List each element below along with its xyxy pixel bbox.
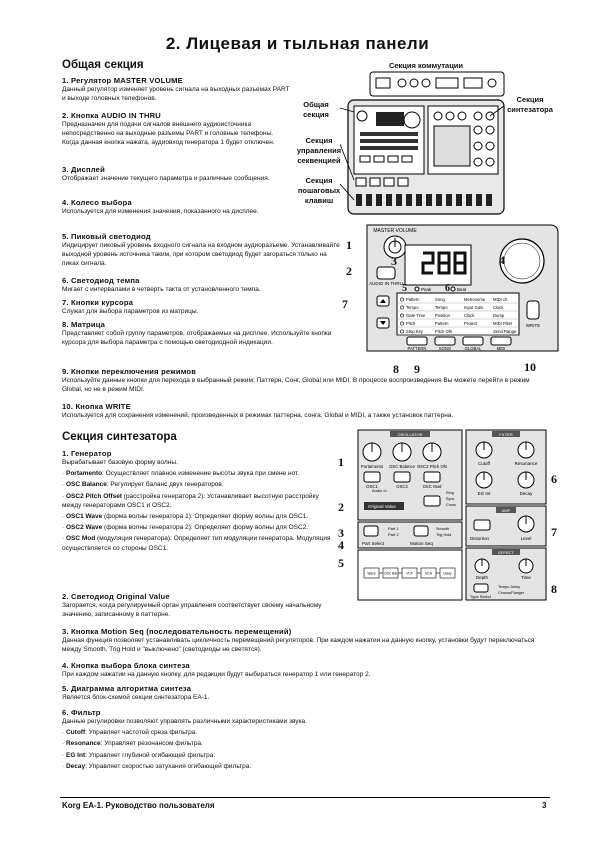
item-title: 6. Светодиод темпа — [62, 276, 140, 285]
trig-hold-label: Trig Hold — [436, 533, 452, 537]
osc-knob-label: OSC Balance — [388, 464, 416, 469]
label-seq-section: Секция управления секвенцией — [296, 136, 342, 165]
matrix-cell: Tempo — [406, 305, 419, 310]
item-text: Данный регулятор изменяет уровень сигнала на выходных разъемах PART и выходе головных телефонов. — [62, 86, 290, 103]
item-title: 5. Пиковый светодиод — [62, 232, 151, 241]
matrix-cell: Tempo — [435, 305, 448, 310]
mode-button-label: GLOBAL — [464, 346, 482, 351]
item-title: 5. Диаграмма алгоритма синтеза — [62, 684, 192, 693]
item-text: Служат для выбора параметров из матрицы. — [62, 308, 199, 315]
matrix-cell: MIDI ch — [493, 297, 508, 302]
common-item-5 — [62, 232, 344, 269]
bullet-portamento: · Portamento: Осуществляет плавное изменение высоты звука при смене нот. — [62, 470, 300, 478]
bullet-eg-int: · EG Int: Управляет глубиной огибающей фильтра. — [62, 751, 216, 759]
osc-button-label: OSC Mod — [422, 484, 442, 489]
synth-panel-diagram — [350, 428, 555, 606]
matrix-cell: Clock — [493, 305, 504, 310]
peak-label: Peak — [421, 287, 432, 292]
device-overview-illustration — [340, 70, 510, 220]
common-item-4 — [62, 198, 290, 216]
callout-5: 5 — [402, 283, 407, 294]
mode-button[interactable] — [407, 337, 427, 345]
item-text: Мигает с интервалами в четверть такта от установленного темпа. — [62, 286, 261, 293]
osc-knob-label: OSC2 Pitch Ofs — [416, 464, 448, 469]
synth-item-2 — [62, 592, 334, 619]
item-title: 9. Кнопки переключения режимов — [62, 367, 197, 376]
flow-block-label: Delay — [443, 571, 452, 576]
bullet-resonance: · Resonance: Управляет резонансом фильтра. — [62, 740, 203, 748]
common-item-1 — [62, 76, 290, 103]
synth-callout-3: 3 — [338, 526, 344, 540]
matrix-cell: Gate Time — [406, 313, 426, 318]
matrix-led — [400, 298, 403, 301]
item-text: Используется для изменения значения, показанного на дисплее. — [62, 208, 259, 215]
mode-button[interactable] — [435, 337, 455, 345]
page-number: 3 — [542, 801, 547, 810]
matrix-cell: Pitch Ofs — [435, 329, 452, 334]
part2-label: Part 2 — [388, 532, 399, 537]
item-text: Загорается, когда регулируемый орган управления соответствует своему начальному значению, записанному в паттерне. — [62, 602, 322, 619]
synth-item-3 — [62, 627, 548, 654]
mode-button-label: SONG — [438, 346, 452, 351]
item-text: Данные регулировки позволяют управлять различными характеристиками звука. — [62, 718, 307, 725]
matrix-led — [400, 322, 403, 325]
cross-label: Cross — [446, 503, 456, 507]
item-title: 10. Кнопка WRITE — [62, 402, 131, 411]
mode-button[interactable] — [463, 337, 483, 345]
item-title: 4. Колесо выбора — [62, 198, 132, 207]
label-patch-section: Секция коммутации — [388, 61, 464, 70]
synth-callout-6: 6 — [551, 472, 557, 486]
item-title: 7. Кнопки курсора — [62, 298, 134, 307]
tempo-delay-label: Tempo Delay — [498, 585, 521, 589]
common-item-3 — [62, 165, 290, 183]
item-text: Предназначен для подачи сигналов внешнего аудиоисточника непосредственно на выходные разъемы PART и головные телефоны. Когда данная кнопка нажата, аудиовход генератора 1 будет отключен. — [62, 121, 275, 147]
matrix-led — [400, 314, 403, 317]
beat-label: Beat — [457, 287, 467, 292]
synth-callout-2: 2 — [338, 500, 344, 514]
footer-title: Korg EA-1. Руководство пользователя — [62, 801, 215, 810]
common-item-2 — [62, 111, 290, 148]
osc-knob-label: Portamento — [360, 464, 384, 469]
bullet-osc2-wave: · OSC2 Wave (форма волны генератора 2): Определяет форму волны для OSC2. — [62, 524, 309, 532]
item-text: Индицирует пиковый уровень входного сигнала на входном аудиоразъеме. Устанавливайте выходной уровень источника таким, при котором светодиод будет загораться только на пиках сигнала. — [62, 242, 340, 268]
item-text: Представляет собой группу параметров, отображаемых на дисплее. Используйте кнопки курсора для выбора параметра с помощью светодиодной индикации. — [62, 330, 332, 347]
item-title: 6. Фильтр — [62, 708, 101, 717]
chorus-flanger-label: Chorus/Flanger — [498, 591, 525, 595]
matrix-cell: Protect — [464, 321, 478, 326]
synth-item-5 — [62, 684, 548, 702]
distortion-label: Distortion — [470, 536, 490, 541]
part-select-label: Part Select — [362, 541, 385, 546]
callout-3: 3 — [391, 254, 397, 268]
common-item-8 — [62, 320, 344, 347]
flow-block-label: VCF — [406, 571, 413, 576]
master-volume-label: MASTER VOLUME — [373, 228, 417, 234]
item-text: Данная функция позволяет устанавливать цикличность перемещений регуляторов. При каждом нажатии на данную кнопку, установки будут переключаться между Smooth, Trig Hold и "выключено" (светодиоды не светятся). — [62, 637, 535, 654]
part1-label: Part 1 — [388, 526, 399, 531]
sync-label: Sync — [446, 497, 455, 501]
item-title: 1. Генератор — [62, 449, 112, 458]
mode-button-label: MIDI — [496, 346, 506, 351]
write-label: WRITE — [525, 323, 541, 328]
matrix-cell: Pattern — [435, 321, 449, 326]
item-text: Используйте данные кнопки для перехода в выбранный режим: Паттерн, Сонг, Global или MIDI. В процессе воспроизведения Вы можете перейти в режим Global, но не в режим MIDI. — [62, 377, 530, 394]
common-item-7 — [62, 298, 344, 316]
matrix-led — [400, 306, 403, 309]
callout-1: 1 — [346, 238, 352, 252]
filter-knob-label: EG Int — [477, 491, 491, 496]
osc-button-label: OSC2 — [396, 484, 408, 489]
matrix-led — [400, 330, 403, 333]
page-title: 2. Лицевая и тыльная панели — [165, 34, 430, 53]
filter-knob-label: Cutoff — [478, 461, 490, 466]
matrix-cell: Send Range — [493, 329, 517, 334]
callout-2: 2 — [346, 264, 352, 278]
item-title: 4. Кнопка выбора блока синтеза — [62, 661, 190, 670]
label-step-section: Секция пошаговых клавиш — [297, 176, 341, 205]
matrix-cell: Dump — [493, 313, 505, 318]
smooth-label: Smooth — [436, 527, 450, 531]
label-common-section: Общая секция — [303, 100, 329, 119]
callout-9: 9 — [414, 362, 420, 376]
flow-block-label: OSC Bal — [384, 571, 397, 576]
matrix-cell: Input Gain — [464, 305, 484, 310]
oscillator-header: OSCILLATOR — [397, 432, 423, 437]
depth-label: Depth — [475, 575, 489, 580]
type-select-label: Type Select — [470, 594, 491, 599]
filter-header: FILTER — [499, 432, 513, 437]
filter-knob-label: Resonance — [514, 461, 538, 466]
audio-in-label: Audio In — [372, 488, 387, 493]
audio-in-thru-label: AUDIO IN THRU — [369, 281, 403, 286]
callout-7: 7 — [342, 297, 348, 311]
original-value-label: Original Value — [368, 504, 396, 509]
ring-label: Ring — [446, 491, 454, 495]
level-label: Level — [520, 536, 532, 541]
callout-6: 6 — [445, 283, 450, 294]
bullet-osc2-pitch: · OSC2 Pitch Offset (расстройка генератора 2): Устанавливает высотную расстройку между генераторами OSC1 и OSC2. — [62, 492, 319, 509]
callout-4: 4 — [499, 253, 505, 267]
common-item-10 — [62, 402, 548, 420]
item-text: Отображает значение текущего параметра и различные сообщения. — [62, 175, 270, 182]
callout-8: 8 — [393, 362, 399, 376]
item-title: 3. Дисплей — [62, 165, 105, 174]
effect-header: EFFECT — [498, 550, 514, 555]
bullet-osc-balance: · OSC Balance: Регулирует баланс двух генераторов. — [62, 481, 224, 489]
common-section-heading: Общая секция — [62, 59, 144, 71]
synth-callout-5: 5 — [338, 556, 344, 570]
matrix-cell: Pitch — [406, 321, 416, 326]
matrix-cell: Pattern — [406, 297, 420, 302]
synth-item-6 — [62, 708, 548, 773]
common-item-6 — [62, 276, 344, 294]
item-title: 1. Регулятор MASTER VOLUME — [62, 76, 183, 85]
bullet-osc-mod: · OSC Mod (модуляция генератора): Определяет тип модуляции генератора. Модуляция осуществляется со стороны OSC1. — [62, 535, 331, 552]
bullet-osc1-wave: · OSC1 Wave (форма волны генератора 1): Определяет форму волны для OSC1. — [62, 513, 309, 521]
item-text: Вырабатывает базовую форму волны. — [62, 459, 178, 466]
synth-section-heading: Секция синтезатора — [62, 431, 177, 443]
osc-button-label: OSC1 — [366, 484, 378, 489]
amp-header: AMP — [501, 508, 511, 513]
callout-10: 10 — [524, 360, 536, 374]
label-synth-section: Секция синтезатора — [507, 95, 553, 114]
synth-callout-4: 4 — [338, 538, 344, 552]
matrix-cell: Position — [435, 313, 450, 318]
time-label: Time — [521, 575, 531, 580]
item-title: 3. Кнопка Motion Seq (последовательность перемещений) — [62, 627, 292, 636]
item-title: 2. Кнопка AUDIO IN THRU — [62, 111, 161, 120]
item-text: Используется для сохранения изменений, произведенных в режимах паттерна, сонга, Global и MIDI, а также установок паттерна. — [62, 412, 454, 419]
matrix-cell: Clock — [464, 313, 475, 318]
filter-knob-label: Decay — [519, 491, 533, 496]
item-text: Является блок-схемой секции синтезатора EA-1. — [62, 694, 210, 701]
synth-callout-8: 8 — [551, 582, 557, 596]
flow-block-label: Wave — [367, 571, 376, 576]
mode-button-label: PATTERN — [407, 346, 427, 351]
synth-callout-7: 7 — [551, 525, 557, 539]
flow-block-label: VCA — [425, 571, 432, 576]
matrix-cell: Step Key — [406, 329, 423, 334]
motion-seq-label: Motion Seq — [410, 541, 433, 546]
synth-item-1 — [62, 449, 334, 555]
synth-callout-1: 1 — [338, 455, 344, 469]
matrix-cell: Metronome — [464, 297, 486, 302]
item-title: 8. Матрица — [62, 320, 106, 329]
item-title: 2. Светодиод Original Value — [62, 592, 170, 601]
mode-button[interactable] — [491, 337, 511, 345]
bullet-decay: · Decay: Управляет скоростью затухания огибающей фильтра. — [62, 762, 252, 770]
item-text: При каждом нажатии на данную кнопку, для редакции будут выбираться генератор 1 или генератор 2. — [62, 671, 371, 678]
matrix-cell: MIDI Filter — [493, 321, 513, 326]
synth-item-4 — [62, 661, 548, 679]
matrix-cell: Song — [435, 297, 445, 302]
common-panel-diagram — [345, 223, 560, 373]
bullet-cutoff: · Cutoff: Управляет частотой среза фильтра. — [62, 729, 198, 737]
footer-rule — [60, 797, 550, 798]
